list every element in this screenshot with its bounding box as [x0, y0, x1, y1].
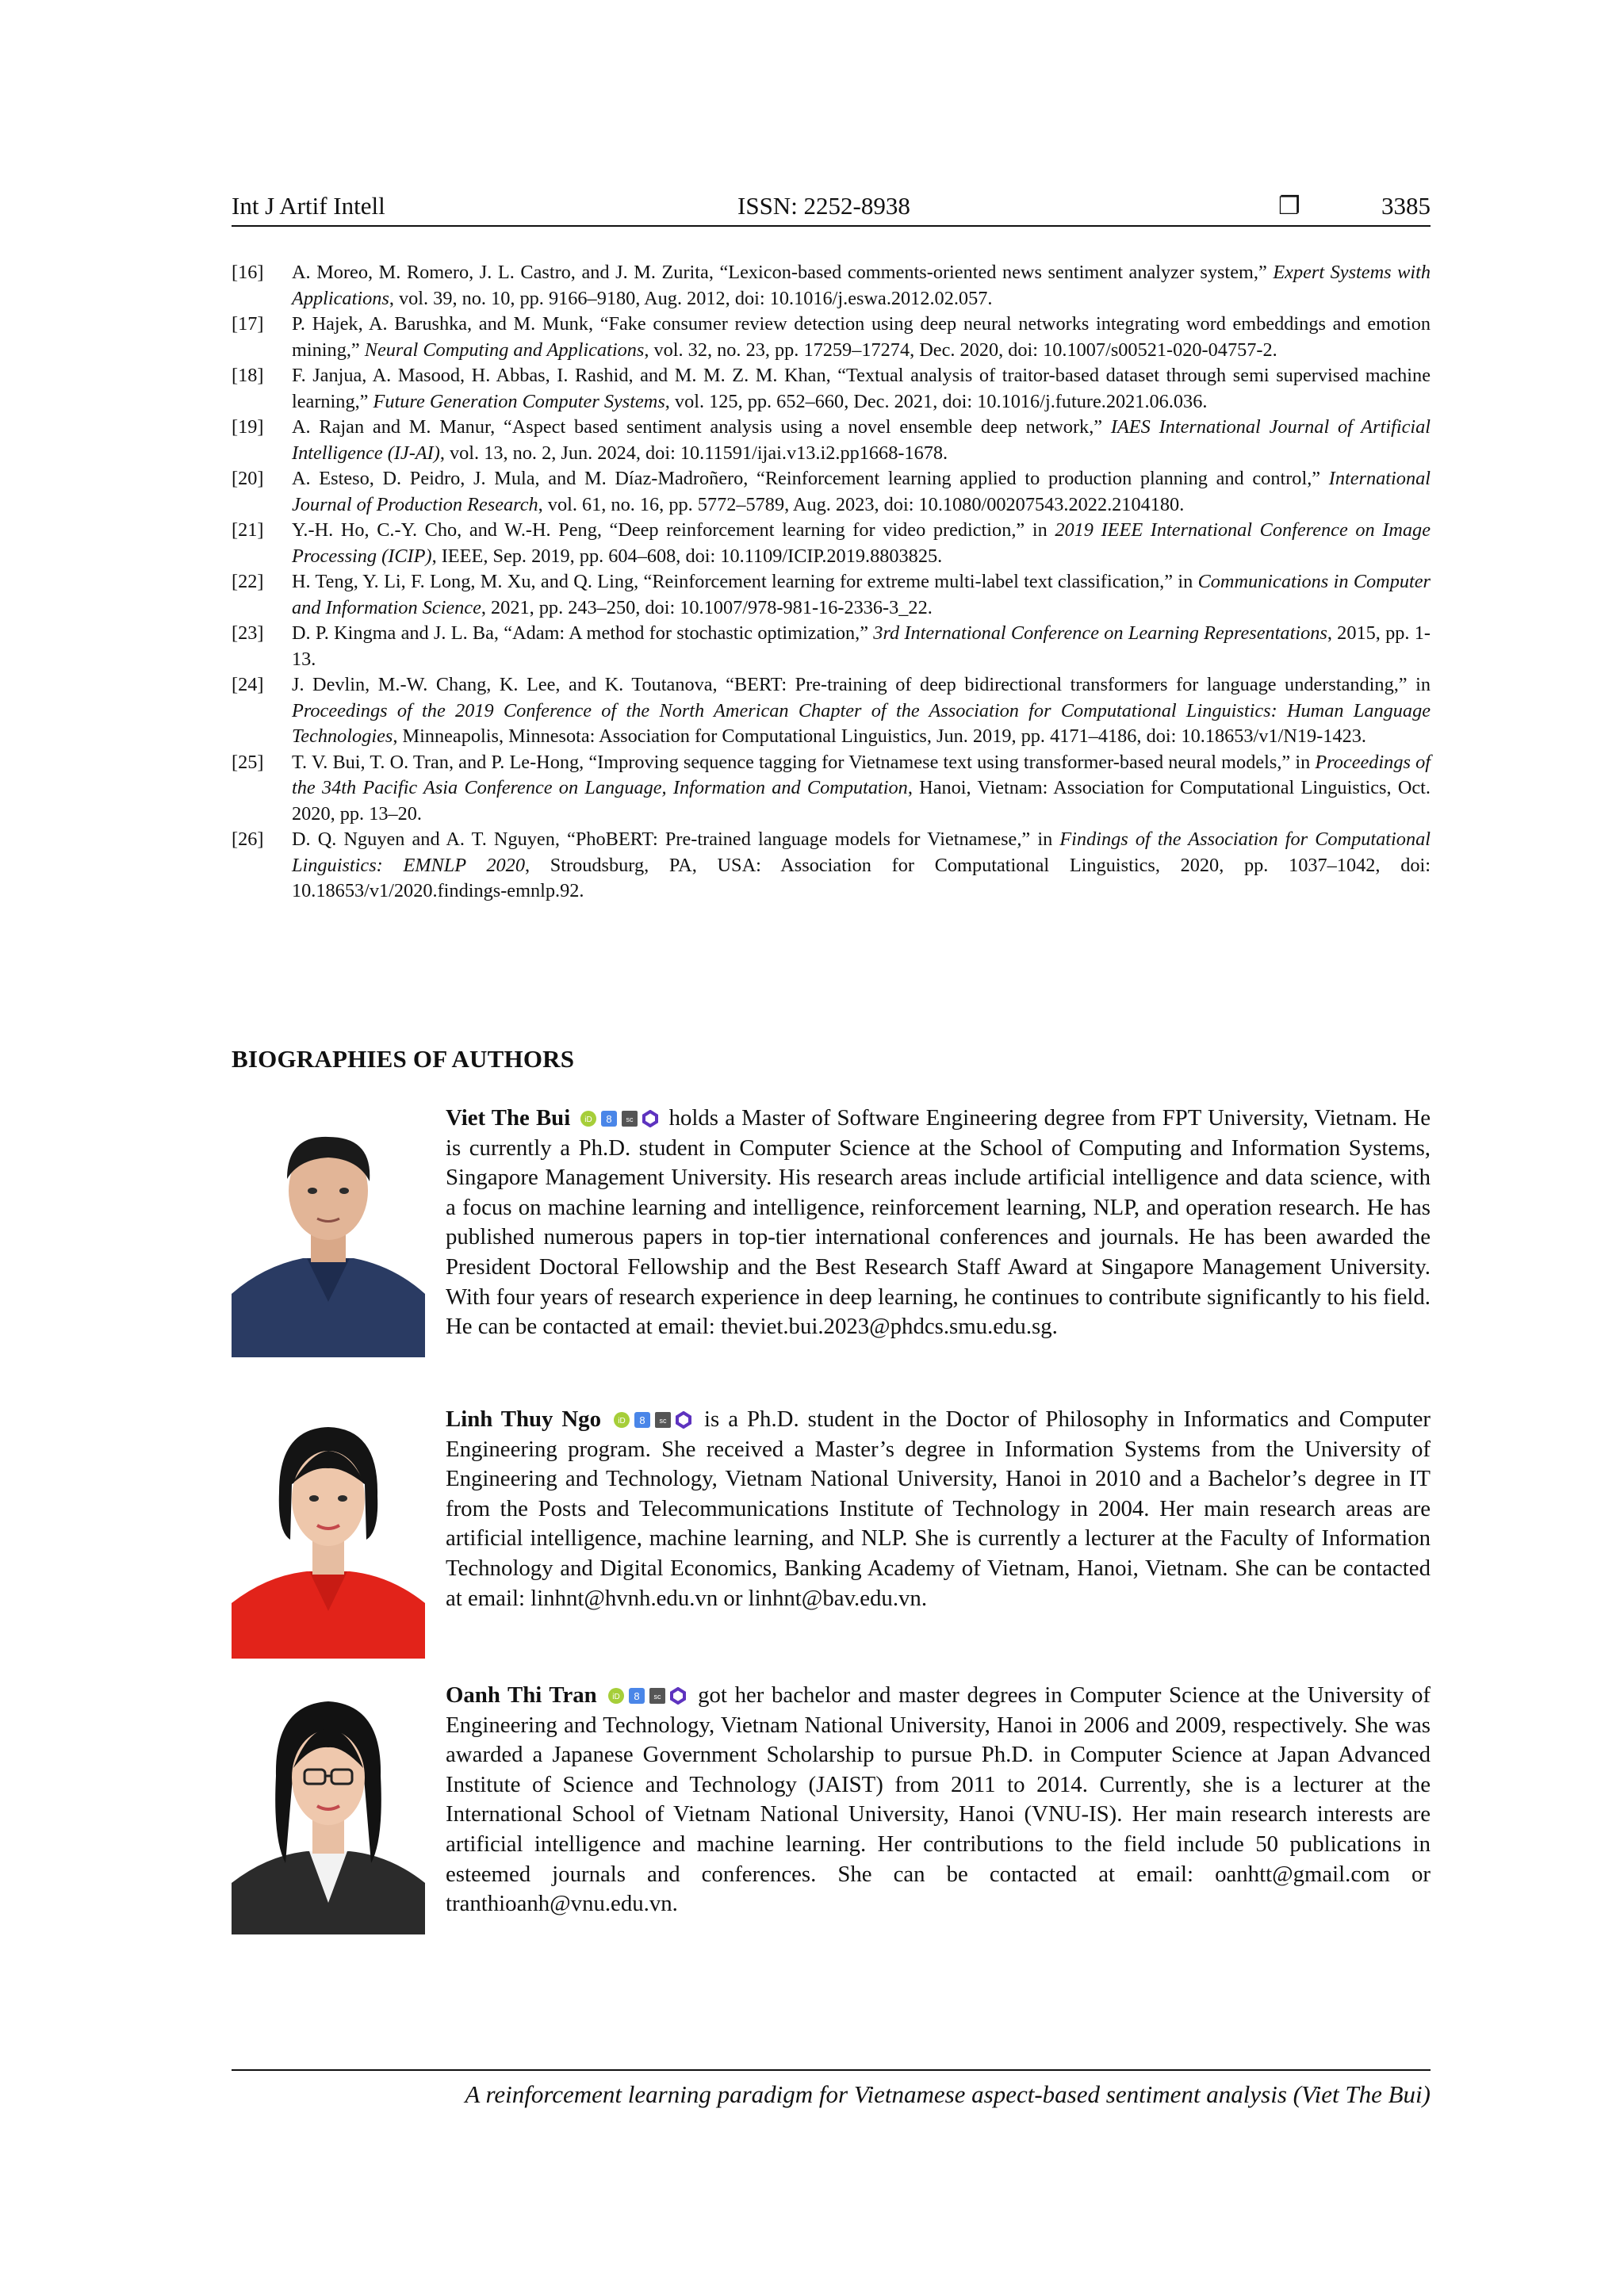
scopus-icon[interactable] [621, 1110, 638, 1127]
reference-authors-title: J. Devlin, M.-W. Chang, K. Lee, and K. Toutanova, “BERT: Pre-training of deep bidirectional transformers for language understanding,” in [292, 674, 1431, 695]
svg-text:iD: iD [584, 1115, 593, 1124]
reference-authors-title: P. Hajek, A. Barushka, and M. Munk, “Fake consumer review detection using deep neural networks integrating word embeddings and emotion mining,” [292, 313, 1431, 361]
author-bio [232, 1681, 1431, 1934]
reference-venue: Communications in Computer and Information Science [292, 571, 1431, 618]
reference-authors-title: D. P. Kingma and J. L. Ba, “Adam: A method for stochastic optimization,” [292, 622, 874, 644]
orcid-icon[interactable] [613, 1411, 630, 1429]
reference-venue: IAES International Journal of Artificial Intelligence (IJ-AI) [292, 416, 1431, 464]
reference-venue: Findings of the Association for Computational Linguistics: EMNLP 2020 [292, 828, 1431, 876]
box-glyph: ❐ [1278, 192, 1300, 220]
reference-item [232, 750, 1431, 828]
reference-authors-title: A. Esteso, D. Peidro, J. Mula, and M. Díaz-Madroñero, “Reinforcement learning applied to production planning and control,” [292, 468, 1329, 489]
reference-authors-title: A. Rajan and M. Manur, “Aspect based sentiment analysis using a novel ensemble deep network,” [292, 416, 1111, 438]
web-of-science-icon[interactable] [675, 1411, 692, 1429]
running-header [232, 190, 1431, 227]
reference-venue: 3rd International Conference on Learning Representations [873, 622, 1327, 644]
reference-number: [26] [232, 828, 264, 850]
reference-details: , 2015, pp. 1-13. [292, 622, 1431, 670]
author-name: Linh Thuy Ngo [446, 1406, 601, 1432]
reference-details: , vol. 61, no. 16, pp. 5772–5789, Aug. 2023, doi: 10.1080/00207543.2022.2104180. [538, 493, 1185, 515]
biographies-heading: BIOGRAPHIES OF AUTHORS [232, 1045, 575, 1073]
reference-number: [16] [232, 262, 264, 283]
issn: ISSN: 2252-8938 [737, 192, 910, 220]
reference-details: , Minneapolis, Minnesota: Association for Computational Linguistics, Jun. 2019, pp. 4171–4186, doi: 10.18653/v1/N19-1423. [393, 725, 1366, 747]
web-of-science-icon[interactable] [642, 1110, 659, 1127]
reference-authors-title: Y.-H. Ho, C.-Y. Cho, and W.-H. Peng, “Deep reinforcement learning for video prediction,” in [292, 519, 1055, 541]
reference-item [232, 621, 1431, 672]
reference-number: [21] [232, 519, 264, 541]
reference-list [232, 260, 1431, 905]
running-footer: A reinforcement learning paradigm for Vietnamese aspect-based sentiment analysis (Viet The Bui) [465, 2080, 1431, 2108]
google-scholar-icon[interactable] [634, 1411, 651, 1429]
reference-item [232, 672, 1431, 750]
author-name: Viet The Bui [446, 1105, 571, 1131]
reference-authors-title: T. V. Bui, T. O. Tran, and P. Le-Hong, “Improving sequence tagging for Vietnamese text using transformer-based neural models,” in [292, 751, 1316, 773]
reference-item [232, 415, 1431, 466]
reference-number: [24] [232, 674, 264, 695]
reference-details: , IEEE, Sep. 2019, pp. 604–608, doi: 10.1109/ICIP.2019.8803825. [431, 545, 943, 567]
reference-details: , vol. 39, no. 10, pp. 9166–9180, Aug. 2012, doi: 10.1016/j.eswa.2012.02.057. [389, 287, 993, 309]
reference-item [232, 569, 1431, 621]
author-bio-text [446, 1104, 1431, 1342]
svg-text:iD: iD [612, 1693, 621, 1701]
reference-item [232, 518, 1431, 569]
reference-number: [17] [232, 313, 264, 335]
reference-number: [23] [232, 622, 264, 644]
reference-venue: International Journal of Production Research [292, 468, 1431, 515]
svg-text:sc: sc [659, 1417, 667, 1425]
reference-details: , vol. 32, no. 23, pp. 17259–17274, Dec. 2020, doi: 10.1007/s00521-020-04757-2. [644, 339, 1277, 361]
svg-text:iD: iD [618, 1417, 626, 1425]
footer-rule [232, 2069, 1431, 2071]
reference-venue: Expert Systems with Applications [292, 262, 1431, 309]
author-photo [232, 1681, 425, 1934]
reference-item [232, 466, 1431, 518]
svg-text:8: 8 [634, 1690, 640, 1702]
reference-item [232, 312, 1431, 363]
author-name: Oanh Thi Tran [446, 1682, 597, 1708]
reference-item [232, 260, 1431, 312]
reference-number: [22] [232, 571, 264, 592]
scopus-icon[interactable] [654, 1411, 672, 1429]
reference-venue: Future Generation Computer Systems [373, 390, 665, 412]
reference-venue: Proceedings of the 34th Pacific Asia Conference on Language, Information and Computation [292, 751, 1431, 798]
svg-text:sc: sc [626, 1115, 634, 1123]
author-description: holds a Master of Software Engineering degree from FPT University, Vietnam. He is currently a Ph.D. student in Computer Science at the School of Computing and Information Systems, Singapore Management University. His research areas include artificial intelligence and data science, with a focus on machine learning and intelligence, reinforcement learning, NLP, and operation research. He has published numerous papers in top-tier international conferences and journals. He has been awarded the President Doctoral Fellowship and the Best Research Staff Award at Singapore Management University. With four years of research experience in deep learning, he continues to contribute significantly to his field. He can be contacted at email: theviet.bui.2023@phdcs.smu.edu.sg. [446, 1105, 1431, 1340]
author-description: got her bachelor and master degrees in Computer Science at the University of Engineering and Technology, Vietnam National University, Hanoi in 2006 and 2009, respectively. She was awarded a Japanese Government Scholarship to pursue Ph.D. in Computer Science at Japan Advanced Institute of Science and Technology (JAIST) from 2011 to 2014. Currently, she is a lecturer at the International School of Vietnam National University, Hanoi (VNU-IS). Her main research interests are artificial intelligence and machine learning. Her contributions to the field include 50 publications in esteemed journals and conferences. She can be contacted at email: oanhtt@gmail.com or tranthioanh@vnu.edu.vn. [446, 1682, 1431, 1917]
reference-venue: Proceedings of the 2019 Conference of the North American Chapter of the Association for Computational Linguistics: Human Language Technologies [292, 699, 1431, 747]
journal-name: Int J Artif Intell [232, 192, 385, 220]
reference-details: , vol. 125, pp. 652–660, Dec. 2021, doi: 10.1016/j.future.2021.06.036. [665, 390, 1208, 412]
reference-authors-title: D. Q. Nguyen and A. T. Nguyen, “PhoBERT: Pre-trained language models for Vietnamese,” in [292, 828, 1060, 850]
orcid-icon[interactable] [607, 1687, 625, 1705]
reference-authors-title: H. Teng, Y. Li, F. Long, M. Xu, and Q. Ling, “Reinforcement learning for extreme multi-label text classification,” in [292, 571, 1198, 592]
reference-item [232, 363, 1431, 415]
orcid-icon[interactable] [580, 1110, 597, 1127]
scopus-icon[interactable] [649, 1687, 666, 1705]
reference-item [232, 827, 1431, 905]
reference-number: [20] [232, 468, 264, 489]
svg-text:sc: sc [653, 1693, 661, 1701]
reference-authors-title: F. Janjua, A. Masood, H. Abbas, I. Rashid, and M. M. Z. M. Khan, “Textual analysis of traitor-based dataset through semi supervised machine learning,” [292, 365, 1431, 412]
reference-number: [25] [232, 751, 264, 773]
reference-authors-title: A. Moreo, M. Romero, J. L. Castro, and J. M. Zurita, “Lexicon-based comments-oriented news sentiment analyzer system,” [292, 262, 1274, 283]
page-number: 3385 [1381, 192, 1431, 220]
reference-details: , Stroudsburg, PA, USA: Association for Computational Linguistics, 2020, pp. 1037–1042, doi: 10.18653/v1/2020.findings-emnlp.92. [292, 854, 1431, 901]
reference-number: [19] [232, 416, 264, 438]
svg-text:8: 8 [606, 1113, 613, 1125]
google-scholar-icon[interactable] [600, 1110, 618, 1127]
author-bio-text [446, 1405, 1431, 1613]
author-photo [232, 1104, 425, 1357]
author-bio-text [446, 1681, 1431, 1919]
author-bio [232, 1104, 1431, 1373]
reference-details: , 2021, pp. 243–250, doi: 10.1007/978-981-16-2336-3_22. [481, 596, 933, 618]
reference-number: [18] [232, 365, 264, 386]
reference-venue: 2019 IEEE International Conference on Image Processing (ICIP) [292, 519, 1431, 567]
author-description: is a Ph.D. student in the Doctor of Philosophy in Informatics and Computer Engineering program. She received a Master’s degree in Information Systems from the University of Engineering and Technology, Vietnam National University, Hanoi in 2010 and a Bachelor’s degree in IT from the Posts and Telecommunications Institute of Technology in 2004. Her main research areas are artificial intelligence, machine learning, and NLP. She is currently a lecturer at the Faculty of Information Technology and Digital Economics, Banking Academy of Vietnam, Hanoi, Vietnam. She can be contacted at email: linhnt@hvnh.edu.vn or linhnt@bav.edu.vn. [446, 1406, 1431, 1611]
author-photo [232, 1405, 425, 1659]
reference-venue: Neural Computing and Applications [364, 339, 645, 361]
google-scholar-icon[interactable] [628, 1687, 645, 1705]
reference-details: , Hanoi, Vietnam: Association for Computational Linguistics, Oct. 2020, pp. 13–20. [292, 777, 1431, 825]
web-of-science-icon[interactable] [669, 1687, 687, 1705]
reference-details: , vol. 13, no. 2, Jun. 2024, doi: 10.11591/ijai.v13.i2.pp1668-1678. [439, 442, 948, 464]
author-bio [232, 1405, 1431, 1659]
svg-text:8: 8 [639, 1414, 645, 1426]
